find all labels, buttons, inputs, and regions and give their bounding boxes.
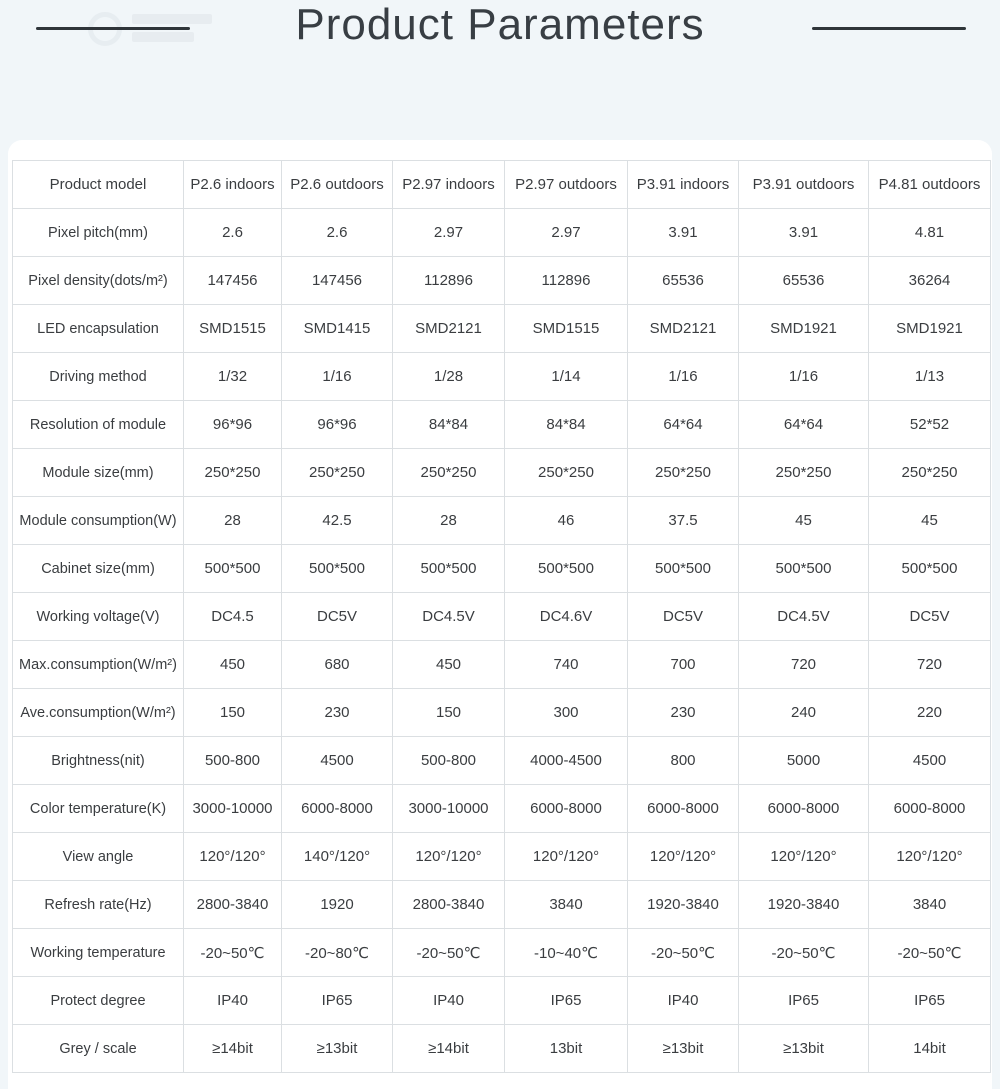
table-row (13, 497, 991, 545)
table-cell: SMD1921 (869, 305, 991, 353)
table-cell: DC4.6V (505, 593, 628, 641)
table-cell: 120°/120° (869, 833, 991, 881)
table-cell: 96*96 (282, 401, 393, 449)
table-cell: 3840 (505, 881, 628, 929)
table-cell: 230 (628, 689, 739, 737)
table-cell: 1/16 (282, 353, 393, 401)
table-cell: -10~40℃ (505, 929, 628, 977)
column-header: P2.97 indoors (393, 161, 505, 209)
table-cell: 1/16 (628, 353, 739, 401)
table-cell: 4.81 (869, 209, 991, 257)
table-cell: 2800-3840 (184, 881, 282, 929)
table-cell: 3.91 (739, 209, 869, 257)
table-cell: 500*500 (739, 545, 869, 593)
table-cell: 1/32 (184, 353, 282, 401)
table-cell: 6000-8000 (282, 785, 393, 833)
table-cell: 13bit (505, 1025, 628, 1073)
table-cell: 500*500 (282, 545, 393, 593)
row-label: Working temperature (13, 929, 184, 977)
table-cell: 147456 (184, 257, 282, 305)
table-cell: 46 (505, 497, 628, 545)
row-label: Protect degree (13, 977, 184, 1025)
table-cell: 64*64 (739, 401, 869, 449)
table-cell: SMD2121 (393, 305, 505, 353)
table-cell: 230 (282, 689, 393, 737)
table-cell: 500*500 (505, 545, 628, 593)
table-cell: 800 (628, 737, 739, 785)
table-cell: ≥14bit (393, 1025, 505, 1073)
column-header: P4.81 outdoors (869, 161, 991, 209)
table-cell: DC5V (282, 593, 393, 641)
table-cell: SMD2121 (628, 305, 739, 353)
table-cell: IP65 (869, 977, 991, 1025)
row-label: Module size(mm) (13, 449, 184, 497)
table-body (13, 209, 991, 1073)
table-cell: 2.97 (505, 209, 628, 257)
table-row (13, 401, 991, 449)
table-cell: 6000-8000 (869, 785, 991, 833)
table-cell: 6000-8000 (505, 785, 628, 833)
column-header: P2.6 outdoors (282, 161, 393, 209)
table-cell: 300 (505, 689, 628, 737)
table-cell: IP40 (393, 977, 505, 1025)
table-cell: DC5V (628, 593, 739, 641)
table-row (13, 737, 991, 785)
table-cell: SMD1515 (505, 305, 628, 353)
table-cell: ≥13bit (739, 1025, 869, 1073)
column-header: P2.97 outdoors (505, 161, 628, 209)
table-cell: SMD1515 (184, 305, 282, 353)
table-cell: 28 (393, 497, 505, 545)
table-cell: ≥13bit (282, 1025, 393, 1073)
table-cell: 28 (184, 497, 282, 545)
table-row (13, 545, 991, 593)
table-cell: IP65 (739, 977, 869, 1025)
column-header: P3.91 outdoors (739, 161, 869, 209)
table-cell: -20~50℃ (628, 929, 739, 977)
row-label: Grey / scale (13, 1025, 184, 1073)
table-cell: 45 (739, 497, 869, 545)
table-cell: 150 (184, 689, 282, 737)
table-cell: DC4.5V (393, 593, 505, 641)
row-label: Working voltage(V) (13, 593, 184, 641)
table-row (13, 1025, 991, 1073)
table-cell: 3000-10000 (184, 785, 282, 833)
row-label: Driving method (13, 353, 184, 401)
row-label: LED encapsulation (13, 305, 184, 353)
table-cell: -20~80℃ (282, 929, 393, 977)
table-cell: 52*52 (869, 401, 991, 449)
table-cell: 500*500 (869, 545, 991, 593)
table-cell: -20~50℃ (869, 929, 991, 977)
table-cell: 112896 (393, 257, 505, 305)
table-cell: 14bit (869, 1025, 991, 1073)
row-label: View angle (13, 833, 184, 881)
page-title: Product Parameters (295, 0, 705, 49)
table-cell: 220 (869, 689, 991, 737)
table-cell: 500-800 (393, 737, 505, 785)
table-cell: 720 (739, 641, 869, 689)
page-header (0, 0, 1000, 140)
table-row (13, 785, 991, 833)
table-cell: SMD1921 (739, 305, 869, 353)
table-cell: DC4.5V (739, 593, 869, 641)
column-header: Product model (13, 161, 184, 209)
row-label: Cabinet size(mm) (13, 545, 184, 593)
table-cell: SMD1415 (282, 305, 393, 353)
table-cell: 4000-4500 (505, 737, 628, 785)
table-cell: 740 (505, 641, 628, 689)
table-cell: 150 (393, 689, 505, 737)
table-cell: 4500 (282, 737, 393, 785)
table-row (13, 593, 991, 641)
table-row (13, 353, 991, 401)
row-label: Pixel pitch(mm) (13, 209, 184, 257)
table-cell: 250*250 (628, 449, 739, 497)
column-header: P3.91 indoors (628, 161, 739, 209)
table-cell: 3000-10000 (393, 785, 505, 833)
table-row (13, 833, 991, 881)
table-cell: -20~50℃ (393, 929, 505, 977)
table-cell: 84*84 (393, 401, 505, 449)
table-cell: 64*64 (628, 401, 739, 449)
table-cell: 6000-8000 (739, 785, 869, 833)
table-cell: 450 (184, 641, 282, 689)
table-cell: IP40 (184, 977, 282, 1025)
table-row (13, 257, 991, 305)
table-cell: 37.5 (628, 497, 739, 545)
table-cell: 240 (739, 689, 869, 737)
table-cell: 2800-3840 (393, 881, 505, 929)
table-cell: 250*250 (869, 449, 991, 497)
table-cell: 5000 (739, 737, 869, 785)
table-cell: 42.5 (282, 497, 393, 545)
table-cell: 3840 (869, 881, 991, 929)
table-row (13, 449, 991, 497)
table-cell: IP65 (282, 977, 393, 1025)
table-cell: 120°/120° (393, 833, 505, 881)
table-cell: DC5V (869, 593, 991, 641)
row-label: Brightness(nit) (13, 737, 184, 785)
table-cell: 250*250 (393, 449, 505, 497)
table-cell: 720 (869, 641, 991, 689)
table-cell: 500-800 (184, 737, 282, 785)
table-row (13, 641, 991, 689)
table-cell: -20~50℃ (739, 929, 869, 977)
table-cell: 65536 (628, 257, 739, 305)
table-cell: IP65 (505, 977, 628, 1025)
table-row (13, 881, 991, 929)
table-cell: 112896 (505, 257, 628, 305)
table-cell: 3.91 (628, 209, 739, 257)
table-cell: 1/14 (505, 353, 628, 401)
table-cell: 250*250 (282, 449, 393, 497)
table-cell: 700 (628, 641, 739, 689)
table-cell: 680 (282, 641, 393, 689)
table-cell: 250*250 (739, 449, 869, 497)
row-label: Module consumption(W) (13, 497, 184, 545)
table-row (13, 305, 991, 353)
table-cell: 450 (393, 641, 505, 689)
table-cell: 2.97 (393, 209, 505, 257)
table-cell: 120°/120° (184, 833, 282, 881)
table-row (13, 209, 991, 257)
row-label: Resolution of module (13, 401, 184, 449)
table-cell: 1/13 (869, 353, 991, 401)
table-cell: 45 (869, 497, 991, 545)
row-label: Pixel density(dots/m²) (13, 257, 184, 305)
table-cell: 2.6 (184, 209, 282, 257)
table-cell: 1920-3840 (628, 881, 739, 929)
table-cell: 1920 (282, 881, 393, 929)
table-cell: 1920-3840 (739, 881, 869, 929)
row-label: Ave.consumption(W/m²) (13, 689, 184, 737)
table-cell: 250*250 (184, 449, 282, 497)
table-row (13, 689, 991, 737)
table-cell: 2.6 (282, 209, 393, 257)
table-row (13, 929, 991, 977)
table-cell: 500*500 (184, 545, 282, 593)
table-cell: 1/28 (393, 353, 505, 401)
table-cell: 120°/120° (739, 833, 869, 881)
table-cell: 120°/120° (628, 833, 739, 881)
table-cell: 500*500 (628, 545, 739, 593)
table-cell: 500*500 (393, 545, 505, 593)
table-cell: 250*250 (505, 449, 628, 497)
table-cell: DC4.5 (184, 593, 282, 641)
table-cell: 4500 (869, 737, 991, 785)
table-cell: 140°/120° (282, 833, 393, 881)
table-cell: ≥13bit (628, 1025, 739, 1073)
row-label: Color temperature(K) (13, 785, 184, 833)
table-cell: 120°/120° (505, 833, 628, 881)
table-cell: 65536 (739, 257, 869, 305)
table-header-row (13, 161, 991, 209)
parameters-table (12, 160, 991, 1073)
column-header: P2.6 indoors (184, 161, 282, 209)
parameters-card (8, 140, 992, 1089)
table-header (13, 161, 991, 209)
table-row (13, 977, 991, 1025)
table-cell: -20~50℃ (184, 929, 282, 977)
table-cell: 147456 (282, 257, 393, 305)
row-label: Refresh rate(Hz) (13, 881, 184, 929)
table-cell: 84*84 (505, 401, 628, 449)
row-label: Max.consumption(W/m²) (13, 641, 184, 689)
table-cell: 96*96 (184, 401, 282, 449)
table-cell: 6000-8000 (628, 785, 739, 833)
table-cell: IP40 (628, 977, 739, 1025)
table-cell: ≥14bit (184, 1025, 282, 1073)
table-cell: 36264 (869, 257, 991, 305)
table-cell: 1/16 (739, 353, 869, 401)
